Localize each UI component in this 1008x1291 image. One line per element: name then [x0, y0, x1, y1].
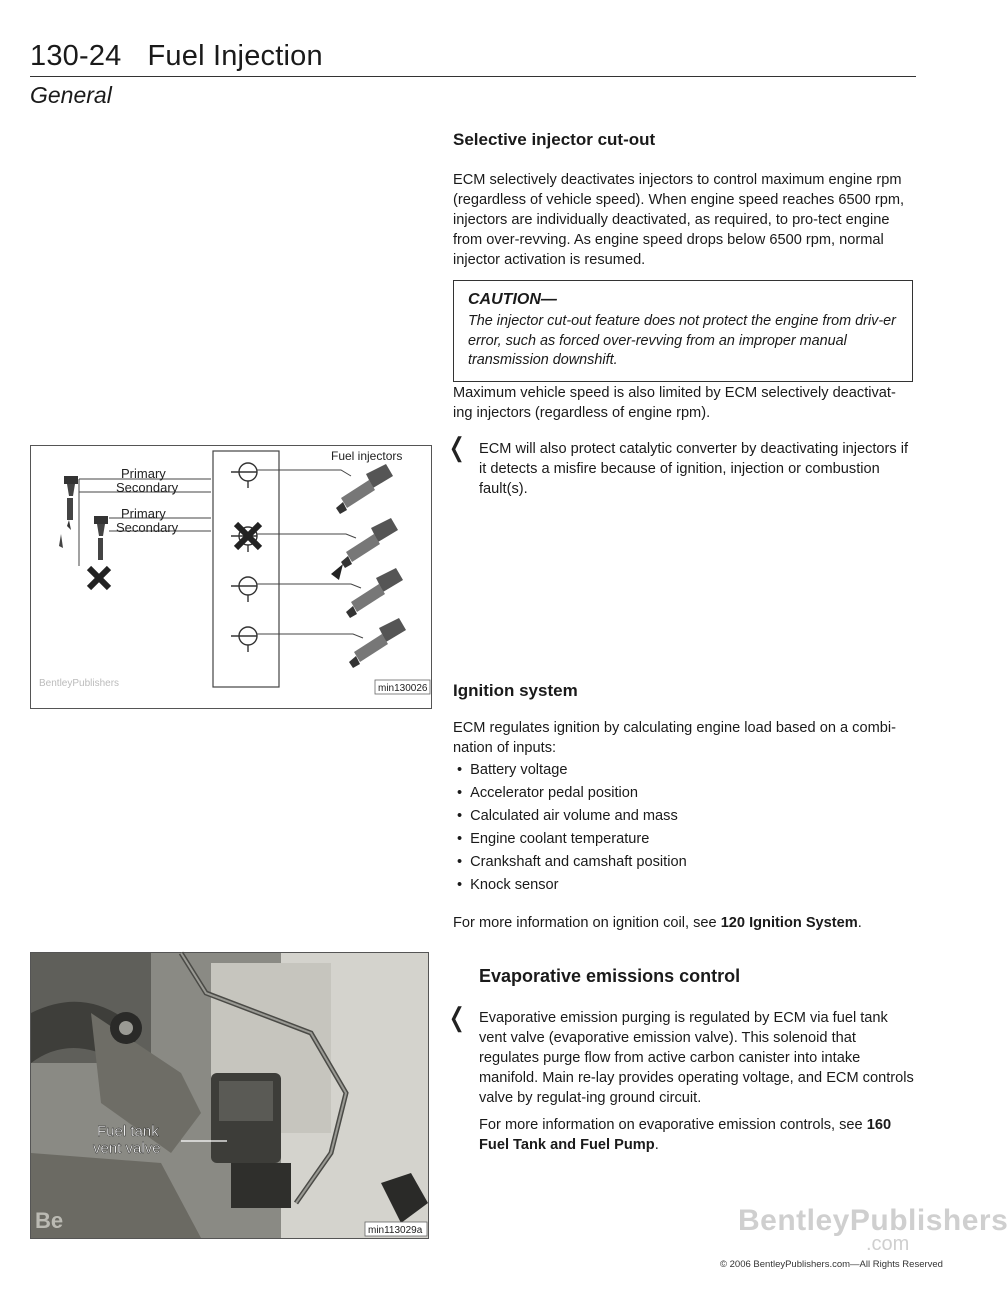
list-item: • Engine coolant temperature — [457, 831, 687, 854]
page-header — [30, 40, 323, 73]
figure-pointer-icon: ❬ — [446, 1002, 468, 1032]
speed-limit-paragraph: Maximum vehicle speed is also limited by ECM selectively deactivat-ing injectors (regardless of engine rpm). — [453, 385, 896, 421]
cross-reference-link[interactable]: 160 Fuel Tank and Fuel Pump — [479, 1117, 892, 1153]
ecm-driver-box — [213, 451, 279, 687]
callout-label: Fuel tank — [97, 1123, 159, 1140]
injector-driver-icon — [231, 577, 257, 602]
primary-label: Primary — [121, 466, 166, 481]
caution-title: CAUTION— — [468, 291, 557, 308]
list-item: • Knock sensor — [457, 877, 687, 900]
watermark: BentleyPublishers — [39, 678, 120, 689]
publisher-logo-tld: .com — [866, 1233, 910, 1255]
injector-driver-disabled-icon — [231, 524, 260, 552]
primary-label: Primary — [121, 506, 166, 521]
fuel-injector-icon — [331, 518, 398, 580]
ignition-heading: Ignition system — [453, 681, 578, 700]
caution-box — [453, 280, 913, 382]
list-item: • Battery voltage — [457, 762, 687, 785]
injector-cutout-diagram — [30, 445, 432, 709]
fuel-injector-icon — [346, 568, 403, 618]
evap-reference: For more information on evaporative emission controls, see 160 Fuel Tank and Fuel Pump. — [479, 1117, 892, 1153]
secondary-label: Secondary — [116, 520, 179, 535]
watermark: Be — [35, 1208, 64, 1233]
figure-id: min130026 — [378, 683, 428, 694]
list-item: • Accelerator pedal position — [457, 785, 687, 808]
selective-paragraph: ECM selectively deactivates injectors to control maximum engine rpm (regardless of vehicle speed). When engine speed reaches 6500 rpm, injectors are individually deactivated, as required, to pro-tect engine from over-revving. As engine speed drops below 6500 rpm, normal injector activation is resumed. — [453, 172, 905, 268]
injector-driver-icon — [231, 627, 257, 652]
ignition-reference: For more information on ignition coil, see 120 Ignition System. — [453, 915, 862, 931]
list-item: • Crankshaft and camshaft position — [457, 854, 687, 877]
disabled-x-icon — [89, 568, 109, 588]
evap-heading: Evaporative emissions control — [479, 966, 741, 986]
photo-drawing — [31, 953, 428, 1238]
selective-heading: Selective injector cut-out — [453, 130, 656, 149]
evap-paragraph: Evaporative emission purging is regulated by ECM via fuel tank vent valve (evaporative emission valve). This solenoid that regulates purge flow from active carbon canister into intake manifold. Main re-lay provides operating voltage, and ECM controls valve by regulat-ing ground circuit. — [479, 1010, 914, 1106]
ignition-coil-icon — [59, 516, 108, 560]
chapter-title: Fuel Injection — [147, 40, 323, 72]
ignition-coil-icon — [64, 476, 78, 530]
fuel-injector-icon — [336, 464, 393, 514]
injector-driver-icon — [231, 463, 257, 488]
caution-text: The injector cut-out feature does not protect the engine from driv-er error, such as forced over-revving from an improper manual transmission downshift. — [468, 313, 896, 368]
fuel-injectors-label: Fuel injectors — [331, 449, 403, 463]
header-divider — [30, 76, 916, 77]
publisher-logo: BentleyPublishers — [738, 1204, 1008, 1237]
list-item: • Calculated air volume and mass — [457, 808, 687, 831]
page-number: 130-24 — [30, 40, 122, 72]
cross-reference-link[interactable]: 120 Ignition System — [720, 915, 858, 931]
callout-label: vent valve — [93, 1140, 161, 1157]
diagram-drawing — [31, 446, 431, 708]
figure-id: min113029a — [368, 1225, 423, 1236]
ignition-intro: ECM regulates ignition by calculating engine load based on a combi-nation of inputs: — [453, 720, 896, 756]
copyright-notice: © 2006 BentleyPublishers.com—All Rights Reserved — [720, 1259, 943, 1270]
catalyst-paragraph: ECM will also protect catalytic converter by deactivating injectors if it detects a misfire because of ignition, injection or combustion fault(s). — [479, 441, 909, 497]
fuel-injector-icon — [349, 618, 406, 668]
fuel-tank-vent-valve-photo — [30, 952, 429, 1239]
ignition-inputs-list — [457, 762, 687, 900]
secondary-label: Secondary — [116, 480, 179, 495]
section-subtitle: General — [30, 82, 112, 108]
figure-pointer-icon: ❬ — [446, 432, 468, 462]
